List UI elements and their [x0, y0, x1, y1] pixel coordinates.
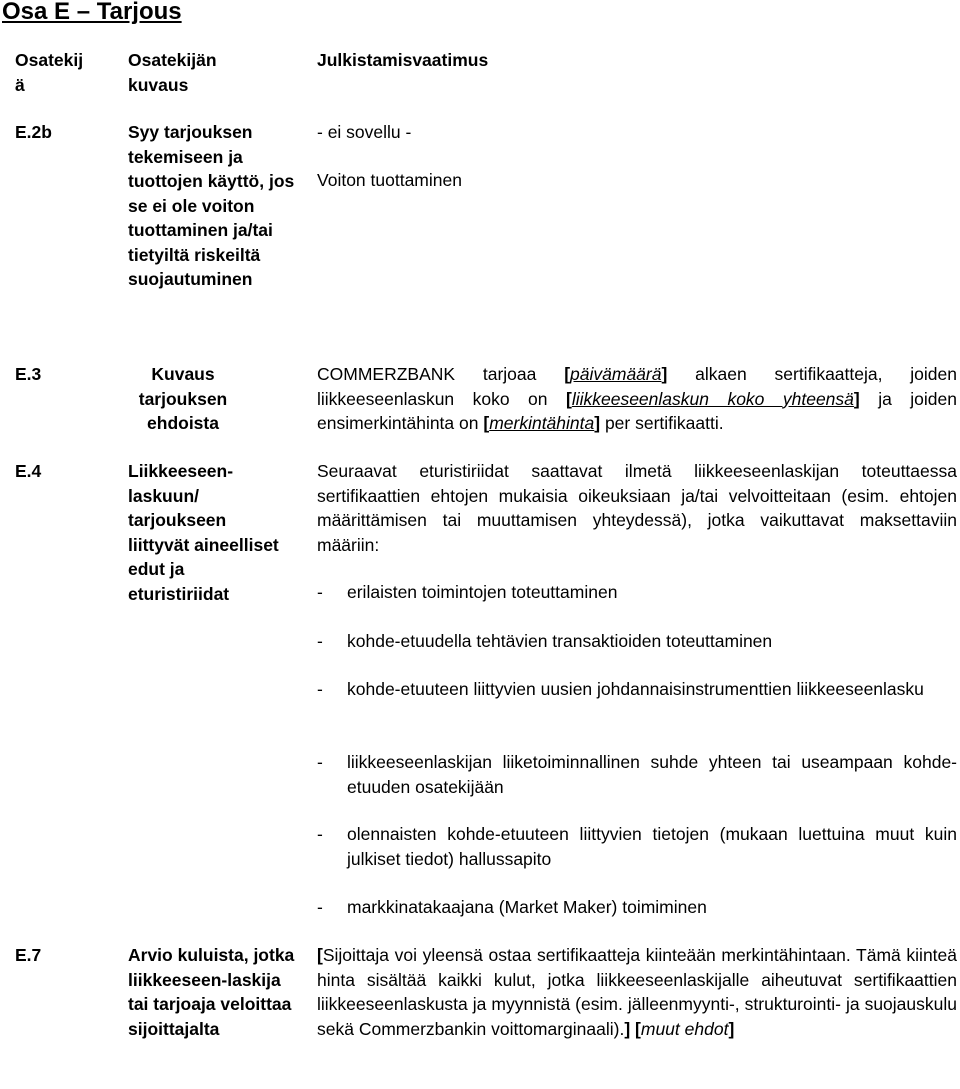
row-intro-e4: Seuraavat eturistiriidat saattavat ilmetä liikkeeseenlaskijan toteuttaessa sertifikaattien ehtojen mukaisia oikeuksiaan ja/tai velvoitteitaan (esim. ehtojen määrittämisen tai muuttamisen yhteydessä), jotka vaikuttavat maksettaviin määriin:	[317, 461, 957, 555]
row-label-e7: Arvio kuluista, jotka liikkeeseen-laskija tai tarjoaja veloittaa sijoittajalta	[128, 945, 295, 1039]
row-id-e7: E.7	[15, 945, 42, 965]
row-id-e4: E.4	[15, 461, 42, 481]
row-content-e3: COMMERZBANK tarjoaa [päivämäärä] alkaen sertifikaatteja, joiden liikkeeseenlaskun koko on [liikkeeseenlaskun koko yhteensä] ja joiden ensimerkintähinta on [merkintähinta] per sertifikaatti.	[317, 364, 957, 433]
row-label-e3: Kuvaus tarjouksen ehdoista	[138, 364, 228, 433]
row-id-e2b: E.2b	[15, 122, 52, 142]
header-col-requirement: Julkistamisvaatimus	[317, 50, 489, 70]
row-label-e2b: Syy tarjouksen tekemiseen ja tuottojen käyttö, jos se ei ole voiton tuottaminen ja/tai tietyiltä riskeiltä suojautuminen	[128, 122, 295, 289]
header-col-description: Osatekijän kuvaus	[128, 50, 217, 95]
row-id-e3: E.3	[15, 364, 42, 384]
row-content-e7: [Sijoittaja voi yleensä ostaa sertifikaatteja kiinteään merkintähintaan. Tämä kiinteä hinta sisältää kaikki kulut, jotka liikkeeseenlaskijalle aiheutuvat sertifikaattien liikkeeseenlaskusta ja myynnistä (esim. jälleenmyynti-, strukturointi- ja suojauskulu sekä Commerzbankin voittomarginaali).] [muut ehdot]	[317, 945, 957, 1039]
row-label-e4: Liikkeeseen-laskuun/ tarjoukseen liittyvät aineelliset edut ja eturistiriidat	[128, 461, 279, 604]
row-content-e2b: - ei sovellu - Voiton tuottaminen	[317, 122, 462, 190]
header-col-component: Osatekij ä	[15, 50, 84, 95]
page-title: Osa E – Tarjous	[2, 0, 182, 25]
